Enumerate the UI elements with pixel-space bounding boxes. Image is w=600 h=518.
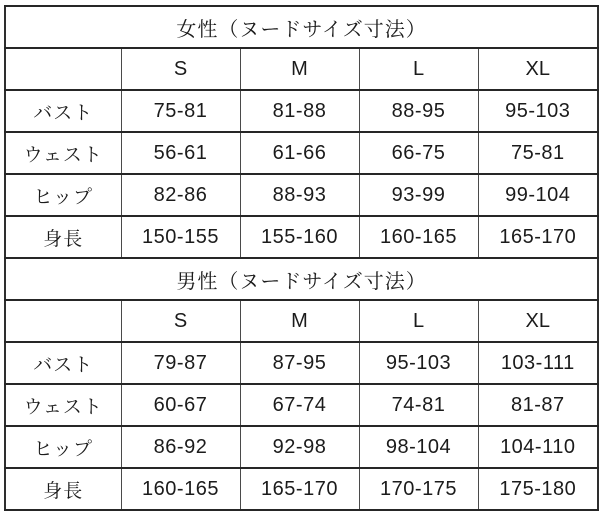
- women-waist-m: 61-66: [240, 132, 359, 174]
- women-bust-s: 75-81: [121, 90, 240, 132]
- women-height-m: 155-160: [240, 216, 359, 258]
- men-size-header-s: S: [121, 300, 240, 342]
- men-bust-label: バスト: [5, 342, 121, 384]
- women-size-header-l: L: [359, 48, 478, 90]
- women-corner-cell: [5, 48, 121, 90]
- table-row: [5, 384, 598, 426]
- men-height-xl: 175-180: [478, 468, 598, 510]
- men-height-label: 身長: [5, 468, 121, 510]
- women-waist-s: 56-61: [121, 132, 240, 174]
- men-waist-l: 74-81: [359, 384, 478, 426]
- women-waist-l: 66-75: [359, 132, 478, 174]
- men-section-title: 男性（ヌードサイズ寸法）: [5, 258, 598, 300]
- men-hip-s: 86-92: [121, 426, 240, 468]
- men-height-l: 170-175: [359, 468, 478, 510]
- women-size-header-m: M: [240, 48, 359, 90]
- women-bust-l: 88-95: [359, 90, 478, 132]
- women-bust-m: 81-88: [240, 90, 359, 132]
- women-height-s: 150-155: [121, 216, 240, 258]
- women-hip-m: 88-93: [240, 174, 359, 216]
- table-row: [5, 90, 598, 132]
- men-size-header-m: M: [240, 300, 359, 342]
- women-section-title: 女性（ヌードサイズ寸法）: [5, 6, 598, 48]
- women-bust-xl: 95-103: [478, 90, 598, 132]
- men-bust-xl: 103-111: [478, 342, 598, 384]
- men-corner-cell: [5, 300, 121, 342]
- men-waist-xl: 81-87: [478, 384, 598, 426]
- women-hip-label: ヒップ: [5, 174, 121, 216]
- table-row: [5, 174, 598, 216]
- women-size-header-xl: XL: [478, 48, 598, 90]
- men-waist-s: 60-67: [121, 384, 240, 426]
- men-height-m: 165-170: [240, 468, 359, 510]
- women-bust-label: バスト: [5, 90, 121, 132]
- men-bust-s: 79-87: [121, 342, 240, 384]
- table-row: [5, 132, 598, 174]
- women-height-l: 160-165: [359, 216, 478, 258]
- women-size-header-s: S: [121, 48, 240, 90]
- women-waist-label: ウェスト: [5, 132, 121, 174]
- men-bust-m: 87-95: [240, 342, 359, 384]
- table-row: [5, 468, 598, 510]
- women-waist-xl: 75-81: [478, 132, 598, 174]
- men-hip-label: ヒップ: [5, 426, 121, 468]
- table-row: [5, 426, 598, 468]
- men-hip-m: 92-98: [240, 426, 359, 468]
- men-hip-l: 98-104: [359, 426, 478, 468]
- men-bust-l: 95-103: [359, 342, 478, 384]
- women-hip-l: 93-99: [359, 174, 478, 216]
- men-size-header-xl: XL: [478, 300, 598, 342]
- size-chart-table: [4, 5, 599, 511]
- size-chart-sheet: [4, 5, 599, 511]
- women-height-label: 身長: [5, 216, 121, 258]
- men-size-header-l: L: [359, 300, 478, 342]
- men-hip-xl: 104-110: [478, 426, 598, 468]
- men-height-s: 160-165: [121, 468, 240, 510]
- men-waist-label: ウェスト: [5, 384, 121, 426]
- table-row: [5, 342, 598, 384]
- men-waist-m: 67-74: [240, 384, 359, 426]
- women-hip-s: 82-86: [121, 174, 240, 216]
- table-row: [5, 216, 598, 258]
- women-height-xl: 165-170: [478, 216, 598, 258]
- women-hip-xl: 99-104: [478, 174, 598, 216]
